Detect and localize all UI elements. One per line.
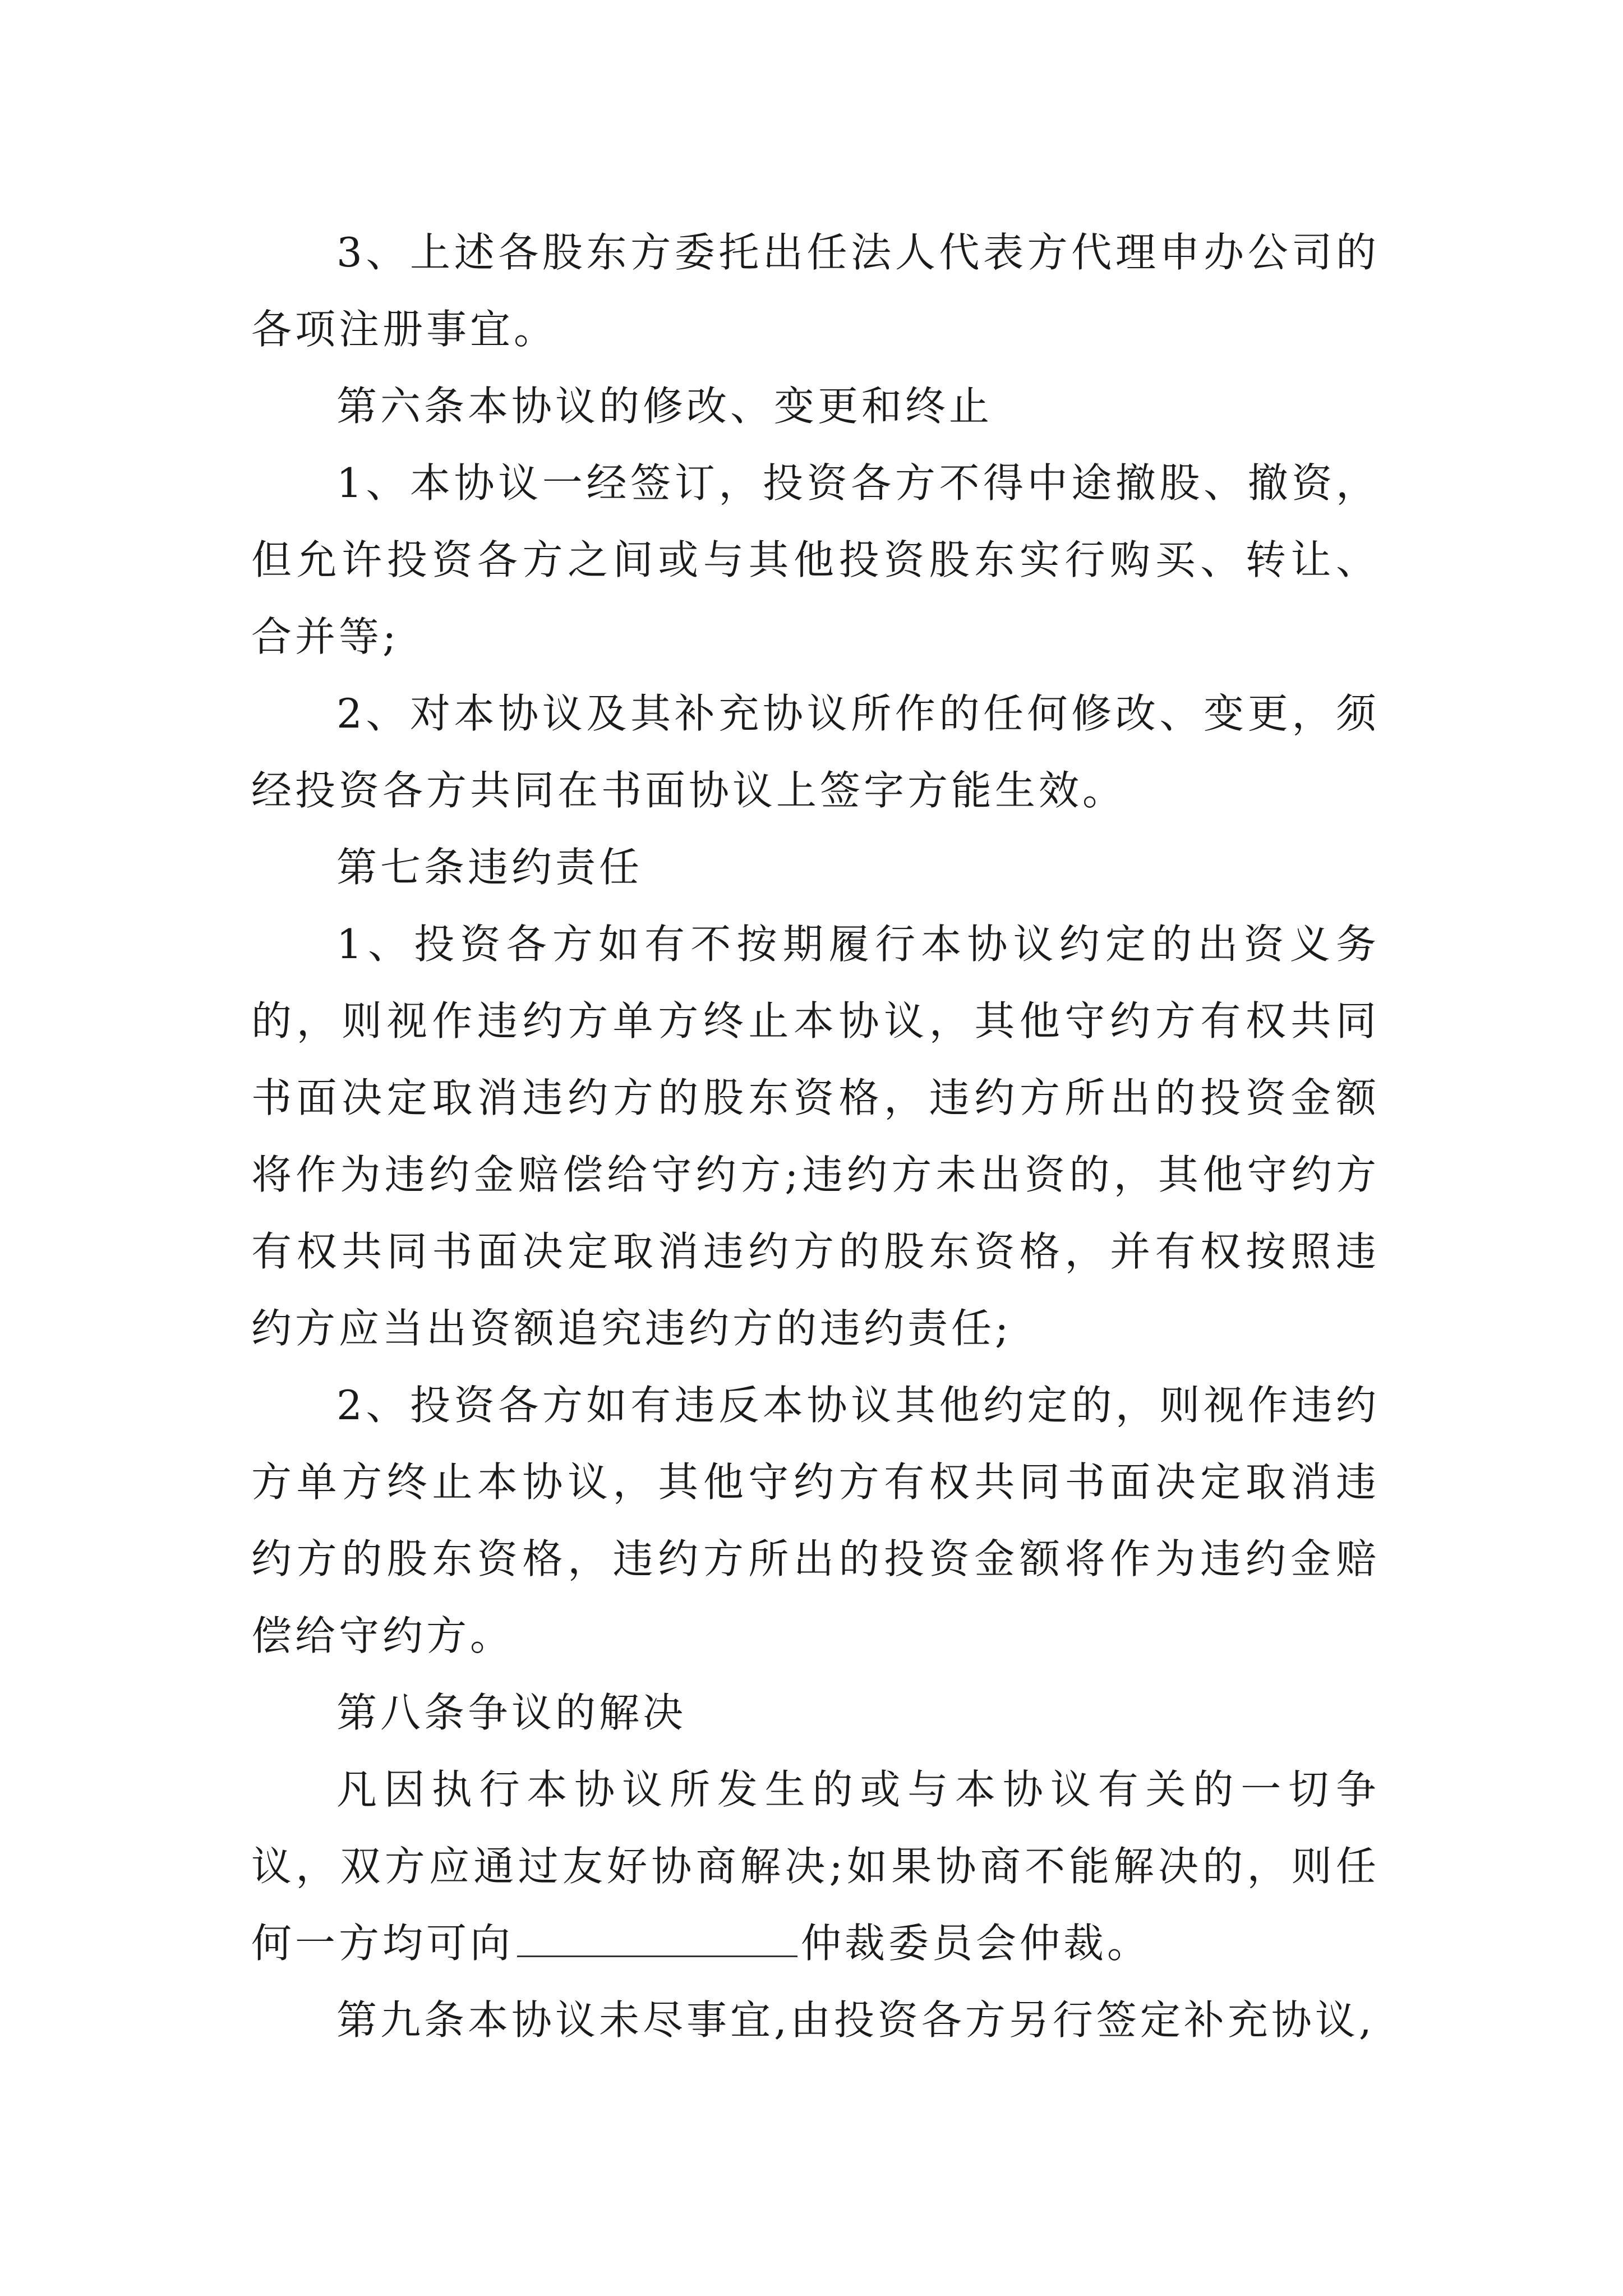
arbitration-blank-line — [517, 1915, 797, 1957]
paragraph-article7-item2: 2、投资各方如有违反本协议其他约定的，则视作违约方单方终止本协议，其他守约方有权共同书面决定取消违约方的股东资格，违约方所出的投资金额将作为违约金赔偿给守约方。 — [251, 1382, 1380, 1659]
paragraph-article6-item2: 2、对本协议及其补充协议所作的任何修改、变更，须经投资各方共同在书面协议上签字方能生效。 — [251, 690, 1380, 814]
paragraph-article8 — [251, 1751, 1380, 1982]
paragraph-clause5-item3: 3、上述各股东方委托出任法人代表方代理申办公司的各项注册事宜。 — [251, 229, 1380, 353]
paragraph-article8-part1: 凡因执行本协议所发生的或与本协议有关的一切争议，双方应通过友好协商解决;如果协商不能解决的，则任何一方均可向 — [251, 1766, 1380, 1967]
paragraph-article8-part2: 仲裁委员会仲裁。 — [801, 1920, 1151, 1967]
document-body — [251, 214, 1380, 2059]
heading-article6: 第六条本协议的修改、变更和终止 — [336, 383, 993, 430]
paragraph-article9: 第九条本协议未尽事宜,由投资各方另行签定补充协议, — [336, 1996, 1375, 2044]
paragraph-article6-item1: 1、本协议一经签订，投资各方不得中途撤股、撤资，但允许投资各方之间或与其他投资股东实行购买、转让、合并等; — [251, 459, 1380, 660]
heading-article8: 第八条争议的解决 — [336, 1689, 687, 1736]
paragraph-article7-item1: 1、投资各方如有不按期履行本协议约定的出资义务的，则视作违约方单方终止本协议，其他守约方有权共同书面决定取消违约方的股东资格，违约方所出的投资金额将作为违约金赔偿给守约方;违约方未出资的，其他守约方有权共同书面决定取消违约方的股东资格，并有权按照违约方应当出资额追究违约方的违约责任; — [251, 921, 1380, 1352]
heading-article7: 第七条违约责任 — [336, 844, 643, 891]
